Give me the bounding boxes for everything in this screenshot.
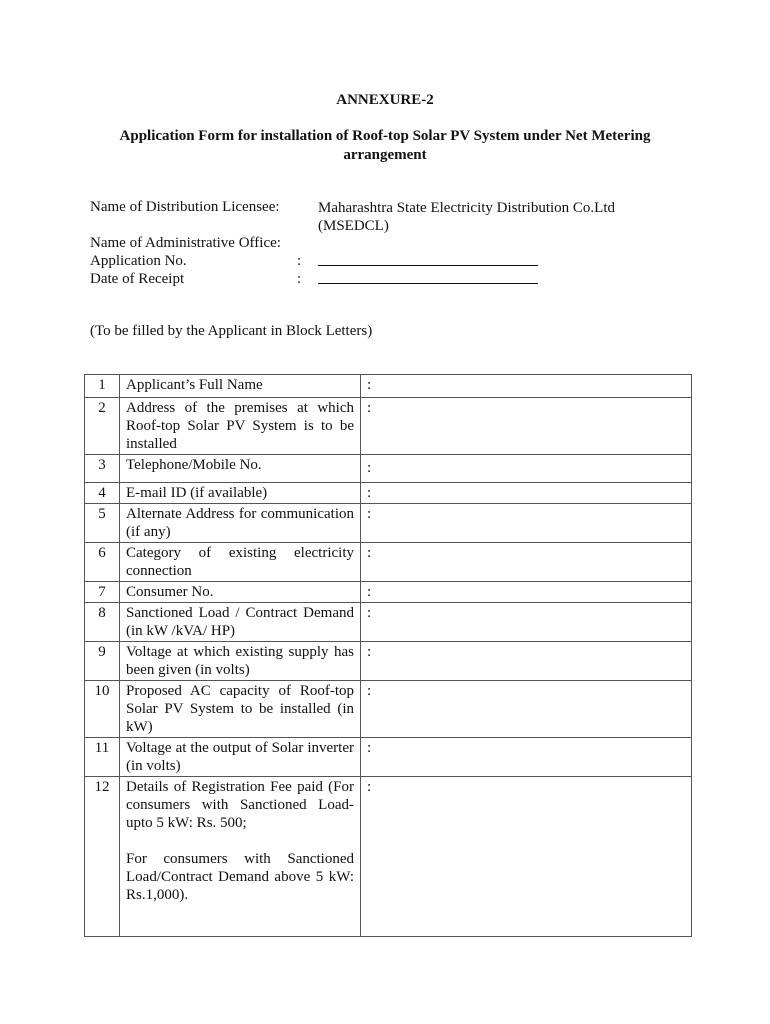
licensee-value-line1: Maharashtra State Electricity Distribution Co.Ltd bbox=[318, 200, 616, 216]
row-number: 9 bbox=[85, 642, 120, 681]
form-title-line2: arrangement bbox=[343, 147, 427, 163]
row-number: 3 bbox=[85, 455, 120, 483]
row-value-field[interactable]: : bbox=[361, 738, 692, 777]
row-label: Voltage at the output of Solar inverter (in volts) bbox=[120, 738, 361, 777]
row-value-field[interactable]: : bbox=[361, 681, 692, 738]
table-row bbox=[85, 777, 692, 937]
row-value-field[interactable]: : bbox=[361, 398, 692, 455]
application-table bbox=[84, 374, 692, 937]
row-value-field[interactable]: : bbox=[361, 777, 692, 937]
row-value-field[interactable]: : bbox=[361, 582, 692, 603]
row-label: Telephone/Mobile No. bbox=[120, 455, 361, 483]
row-value-field[interactable]: : bbox=[361, 603, 692, 642]
row-number: 8 bbox=[85, 603, 120, 642]
row-number: 7 bbox=[85, 582, 120, 603]
row-value-field[interactable]: : bbox=[361, 504, 692, 543]
row-value-field[interactable]: : bbox=[361, 455, 692, 483]
row-label: Category of existing electricity connection bbox=[120, 543, 361, 582]
row-label-extra: For consumers with Sanctioned Load/Contract Demand above 5 kW: Rs.1,000). bbox=[126, 851, 354, 903]
row-label: Voltage at which existing supply has been given (in volts) bbox=[120, 642, 361, 681]
licensee-label: Name of Distribution Licensee: bbox=[90, 199, 280, 215]
row-number: 2 bbox=[85, 398, 120, 455]
table-row bbox=[85, 738, 692, 777]
application-no-label: Application No. bbox=[90, 253, 187, 269]
table-row bbox=[85, 543, 692, 582]
row-value-field[interactable]: : bbox=[361, 375, 692, 398]
row-number: 11 bbox=[85, 738, 120, 777]
row-value-field[interactable]: : bbox=[361, 483, 692, 504]
table-row bbox=[85, 582, 692, 603]
table-row bbox=[85, 603, 692, 642]
table-row bbox=[85, 681, 692, 738]
table-row bbox=[85, 504, 692, 543]
table-row bbox=[85, 642, 692, 681]
table-row bbox=[85, 375, 692, 398]
row-number: 12 bbox=[85, 777, 120, 937]
row-label: Alternate Address for communication (if any) bbox=[120, 504, 361, 543]
row-label: Details of Registration Fee paid (For consumers with Sanctioned Load-upto 5 kW: Rs. 500; bbox=[126, 779, 354, 831]
table-row bbox=[85, 483, 692, 504]
licensee-value-line2: (MSEDCL) bbox=[318, 218, 389, 234]
row-label: E-mail ID (if available) bbox=[120, 483, 361, 504]
row-number: 1 bbox=[85, 375, 120, 398]
table-row bbox=[85, 455, 692, 483]
date-receipt-field[interactable] bbox=[318, 283, 538, 284]
table-row bbox=[85, 398, 692, 455]
row-label: Address of the premises at which Roof-top Solar PV System is to be installed bbox=[120, 398, 361, 455]
row-number: 10 bbox=[85, 681, 120, 738]
date-receipt-label: Date of Receipt bbox=[90, 271, 185, 287]
row-label-group bbox=[120, 777, 361, 937]
application-no-field[interactable] bbox=[318, 265, 538, 266]
annexure-heading: ANNEXURE-2 bbox=[336, 92, 434, 108]
row-label: Sanctioned Load / Contract Demand (in kW /kVA/ HP) bbox=[120, 603, 361, 642]
row-number: 6 bbox=[85, 543, 120, 582]
row-label: Applicant’s Full Name bbox=[120, 375, 361, 398]
date-receipt-colon: : bbox=[297, 271, 302, 287]
application-no-colon: : bbox=[297, 253, 302, 269]
row-value-field[interactable]: : bbox=[361, 543, 692, 582]
form-title-line1: Application Form for installation of Roof-top Solar PV System under Net Metering bbox=[119, 128, 651, 144]
row-number: 4 bbox=[85, 483, 120, 504]
row-value-field[interactable]: : bbox=[361, 642, 692, 681]
admin-office-label: Name of Administrative Office: bbox=[90, 235, 281, 251]
row-label: Proposed AC capacity of Roof-top Solar PV System to be installed (in kW) bbox=[120, 681, 361, 738]
row-number: 5 bbox=[85, 504, 120, 543]
instruction-text: (To be filled by the Applicant in Block Letters) bbox=[90, 323, 373, 339]
row-label: Consumer No. bbox=[120, 582, 361, 603]
